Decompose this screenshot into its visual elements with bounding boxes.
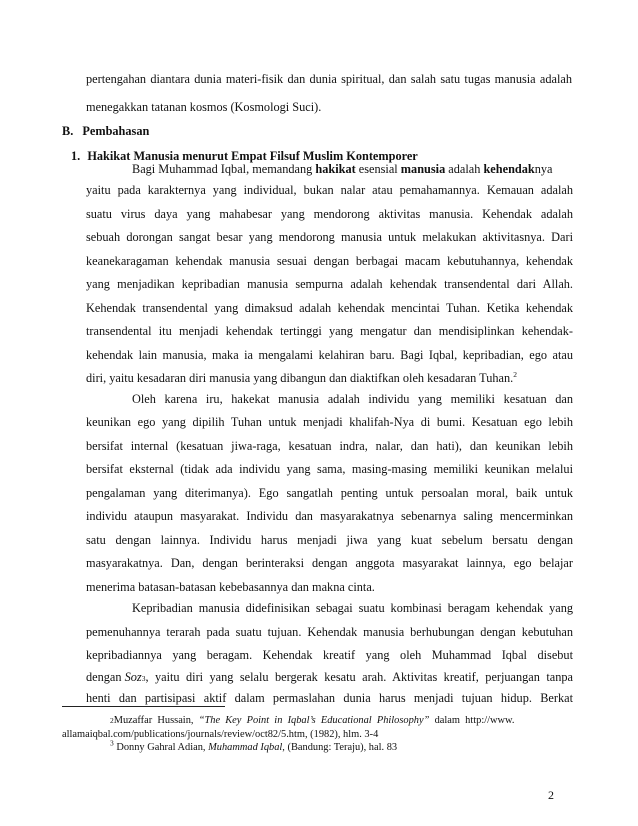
emphasis: hakikat [315,162,356,176]
body-line: bersifat eksternal (tidak ada individu yang sama, masing-masing memiliki keunikan melalui [86,462,573,476]
body-line: sebuah dorongan sangat besar yang mendorong manusia untuk melakukan aktivitasnya. Dari [86,230,573,244]
paragraph-first-line: Bagi Muhammad Iqbal, memandang hakikat esensial manusia adalah kehendaknya [132,162,553,176]
body-line: Kehendak transendental yang dimaksud adalah kehendak mencintai Tuhan. Ketika kehendak [86,301,573,315]
body-line: keunikan ego yang dipilih Tuhan untuk menjadi khalifah-Nya di bumi. Kesatuan ego lebih [86,415,573,429]
footnote-ref: 2 [513,369,517,379]
body-line: pengalaman yang diterimanya). Ego sangatlah penting untuk persoalan moral, baik untuk [86,486,573,500]
emphasis: manusia [400,162,446,176]
body-line: masyarakatnya. Dan, dengan berinteraksi dengan anggota masyarakat lainnya, ego belajar [86,556,573,570]
section-heading [62,123,149,139]
footnote-separator [62,706,225,707]
page-number: 2 [548,788,554,802]
body-line: pemenuhannya terarah pada suatu tujuan. Kehendak manusia berhubungan dengan kebutuhan [86,625,573,639]
body-line: diri, yaitu kesadaran diri manusia yang dibangun dan diaktifkan oleh kesadaran Tuhan.$^2$ [86,369,517,385]
body-line: individu ataupun masyarakat. Individu dan masyarakatnya sebenarnya saling mencerminkan [86,509,573,523]
body-line: transendental itu menjadi kehendak tertinggi yang mengatur dan mendisiplinkan kehendak- [86,324,573,338]
body-line: menegakkan tatanan kosmos (Kosmologi Suci). [86,100,322,114]
section-title: Pembahasan [82,124,150,138]
paragraph-first-line: Kepribadian manusia didefinisikan sebagai suatu kombinasi beragam kehendak yang [132,601,573,615]
footnote-number: 3 [110,738,114,748]
body-line: pertengahan diantara dunia materi-fisik dan dunia spiritual, dan salah satu tugas manusia adalah [86,72,572,86]
body-line: kehendak lain manusia, maka ia mengalami kelahiran baru. Bagi Iqbal, kepribadian, ego atau [86,348,573,362]
subsection-title: Hakikat Manusia menurut Empat Filsuf Muslim Kontemporer [87,149,418,163]
footnote-2-continued: allamaiqbal.com/publications/journals/review/oct82/5.htm, (1982), hlm. 3-4 [62,729,379,740]
emphasis: kehendak [483,162,535,176]
body-line: suatu virus daya yang mahabesar yang mendorong aktivitas manusia. Kehendak adalah [86,207,573,221]
body-line: bersifat internal (kesatuan jiwa-raga, kesatuan indra, nalar, dan hati), dan keunikan lebih [86,439,573,453]
body-line: satu dengan lainnya. Individu harus menjadi jiwa yang kuat sebelum bersatu dengan [86,533,573,547]
paragraph-first-line: Oleh karena iru, hakekat manusia adalah individu yang memiliki kesatuan dan [132,392,573,406]
body-line: yang menjadikan kepribadian manusia sempurna adalah kehendak transendental dari Allah. [86,277,573,291]
body-line: menerima batasan-batasan kebebasannya dan makna cinta. [86,580,375,594]
subsection-label: 1. [71,149,81,163]
footnote-2: 2 Muzaffar Hussain, “The Key Point in Iqbal’s Educational Philosophy” dalam http://www. [110,715,515,726]
body-line: keanekaragaman kehendak manusia sesuai dengan berbagai macam kebutuhannya, kehendak [86,254,573,268]
body-line: yaitu pada karakternya yang individual, bukan nalar atau pemahamannya. Kemauan adalah [86,183,573,197]
body-line: dengan Soz 3 , yaitu diri yang selalu bergerak kesatu arah. Aktivitas kreatif, perjuangan tanpa [86,670,573,684]
term-soz: Soz [124,670,142,684]
body-line: kepribadiannya yang beragam. Kehendak kreatif yang oleh Muhammad Iqbal disebut [86,648,573,662]
body-line: henti dan partisipasi aktif dalam permaslahan dunia harus menjadi tujuan hidup. Berkat [86,691,573,705]
section-label: B. [62,124,74,138]
footnote-3: $^3$ Donny Gahral Adian, Muhammad Iqbal, (Bandung: Teraju), hal. 83 [110,738,398,753]
